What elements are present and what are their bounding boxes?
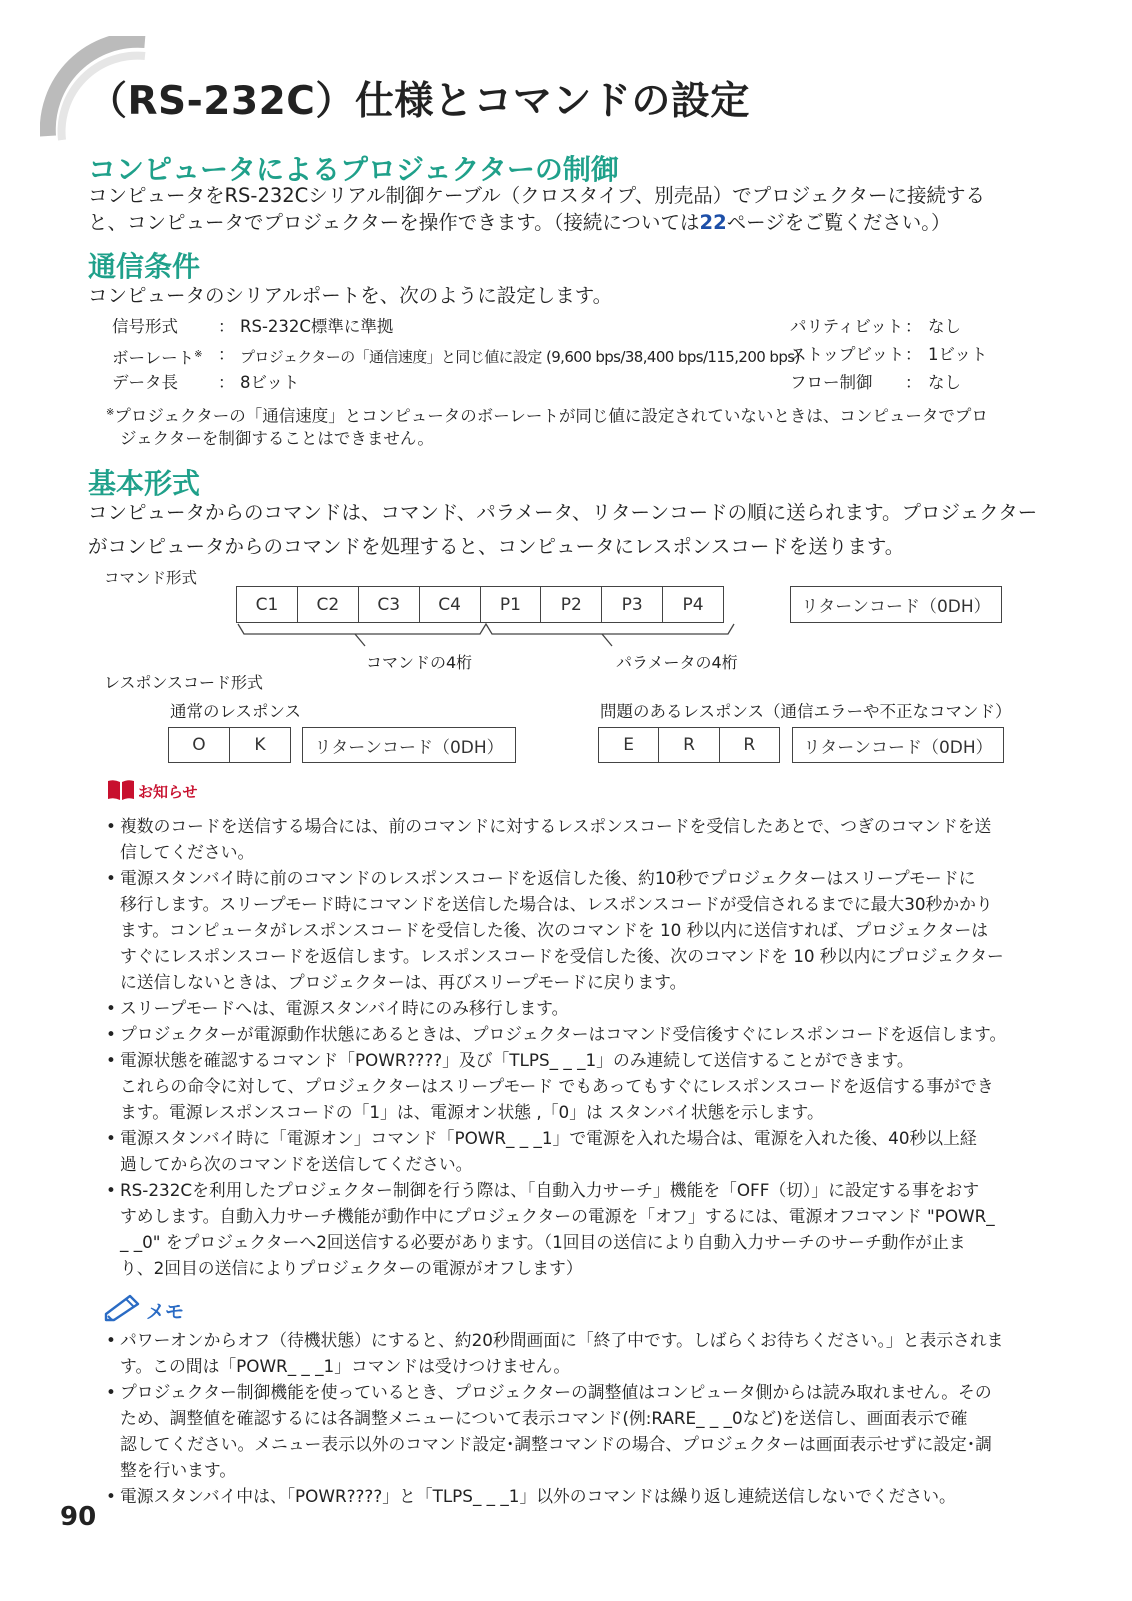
memo-item-line: 整を行います。: [120, 1460, 237, 1480]
notice-item: [106, 1125, 1046, 1177]
memo-list: [106, 1327, 1046, 1509]
param-cell: P2: [541, 587, 602, 622]
memo-item: [106, 1379, 1046, 1483]
pencil-icon: [102, 1292, 146, 1322]
comm-label-baud: ボーレート※: [112, 348, 203, 368]
section1-line1: コンピュータをRS-232Cシリアル制御ケーブル（クロスタイプ、別売品）でプロジェクターに接続する: [88, 184, 985, 207]
comm-value-data: 8ビット: [240, 373, 300, 392]
response-format-label: レスポンスコード形式: [104, 673, 264, 692]
notice-label: お知らせ: [138, 783, 198, 801]
notice-item: [106, 1047, 1046, 1125]
memo-item: [106, 1483, 1046, 1509]
section1-line2: と、コンピュータでプロジェクターを操作できます。（接続については22ページをご覧ください。）: [88, 211, 951, 234]
notice-item-line: • プロジェクターが電源動作状態にあるときは、プロジェクターはコマンド受信後すぐにレスポンコードを返信します。: [120, 1024, 1007, 1044]
notice-item: [106, 995, 1046, 1021]
comm-label-signal: 信号形式: [112, 317, 178, 336]
response-cell: E: [599, 728, 659, 762]
format-line1: コンピュータからのコマンドは、コマンド、パラメータ、リターンコードの順に送られます。プロジェクター: [88, 501, 1038, 524]
notice-item-line: • スリープモードへは、電源スタンバイ時にのみ移行します。: [120, 998, 569, 1018]
section-heading-control: コンピュータによるプロジェクターの制御: [88, 153, 619, 186]
comm-label-stop: ストップビット: [790, 345, 905, 364]
command-cell: C1: [237, 587, 298, 622]
comm-sep: ：: [218, 345, 235, 364]
notice-item: [106, 865, 1046, 995]
notice-item-line: • 複数のコードを送信する場合には、前のコマンドに対するレスポンスコードを受信したあとで、つぎのコマンドを送: [120, 816, 992, 836]
response-cell: O: [169, 728, 230, 762]
notice-item-line: • 電源状態を確認するコマンド「POWR????」及び「TLPS_ _ _1」のみ連続して送信することができます。: [120, 1050, 914, 1070]
command-digits-label: コマンドの4桁: [366, 653, 473, 672]
comm-label-flow: フロー制御: [790, 373, 873, 392]
param-cell: P3: [602, 587, 663, 622]
command-format-box: [236, 586, 724, 623]
comm-note-line1: ※プロジェクターの「通信速度」とコンピュータのボーレートが同じ値に設定されていないときは、コンピュータでプロ: [106, 406, 988, 426]
response-cell: R: [659, 728, 719, 762]
section-heading-format: 基本形式: [88, 467, 201, 500]
notice-item: [106, 1021, 1046, 1047]
memo-item-line: す。この間は「POWR_ _ _1」コマンドは受けつけません。: [120, 1356, 571, 1376]
normal-return-code-box: [302, 727, 516, 763]
comm-value-baud: プロジェクターの「通信速度」と同じ値に設定 (9,600 bps/38,400 bps/115,200 bps): [240, 348, 800, 366]
comm-value-signal: RS-232C標準に準拠: [240, 317, 394, 336]
notice-item-line: ます。電源レスポンスコードの「1」は、電源オン状態 ,「0」は スタンバイ状態を示します。: [120, 1102, 824, 1122]
memo-item-line: • パワーオンからオフ（待機状態）にすると、約20秒間画面に「終了中です。しばらくお待ちください。」と表示されま: [120, 1330, 1004, 1350]
command-cell: C2: [298, 587, 359, 622]
notice-item-line: すぐにレスポンスコードを返信します。レスポンスコードを受信した後、次のコマンドを 10 秒以内にプロジェクター: [120, 946, 1004, 966]
notice-item-line: これらの命令に対して、プロジェクターはスリープモード でもあってもすぐにレスポンスコードを返信する事ができ: [120, 1076, 994, 1096]
command-format-label: コマンド形式: [104, 569, 198, 587]
comm-sep: ：: [905, 345, 922, 364]
param-digits-label: パラメータの4桁: [616, 653, 738, 672]
format-line2: がコンピュータからのコマンドを処理すると、コンピュータにレスポンスコードを送ります。: [88, 535, 905, 558]
error-return-code-box: [792, 727, 1004, 763]
error-response-label: 問題のあるレスポンス（通信エラーや不正なコマンド）: [600, 702, 1012, 721]
notice-item: [106, 1177, 1046, 1281]
param-cell: P4: [682, 594, 704, 615]
book-icon: [106, 778, 136, 802]
notice-item-line: り、2回目の送信によりプロジェクターの電源がオフします）: [120, 1258, 583, 1278]
comm-label-parity: パリティビット: [790, 317, 904, 336]
memo-item-line: 認してください。メニュー表示以外のコマンド設定･調整コマンドの場合、プロジェクターは画面表示せずに設定･調: [120, 1434, 992, 1454]
comm-sep: ：: [905, 317, 922, 336]
comm-value-stop: 1ビット: [928, 345, 988, 364]
command-cell: C3: [359, 587, 420, 622]
notice-item-line: • 電源スタンバイ時に「電源オン」コマンド「POWR_ _ _1」で電源を入れた場合は、電源を入れた後、40秒以上経: [120, 1128, 977, 1148]
memo-label: メモ: [146, 1301, 185, 1323]
normal-response-label: 通常のレスポンス: [170, 702, 302, 721]
return-code-cell: リターンコード（0DH）: [803, 737, 993, 758]
return-code-cell: リターンコード（0DH）: [314, 737, 504, 758]
notice-item-line: 信してください。: [120, 842, 255, 862]
section-heading-comm: 通信条件: [88, 250, 201, 283]
notice-item-line: • 電源スタンバイ時に前のコマンドのレスポンスコードを返信した後、約10秒でプロジェクターはスリープモードに: [120, 868, 976, 888]
comm-value-flow: なし: [928, 373, 961, 392]
notice-item-line: _ _0" をプロジェクターへ2回送信する必要があります。（1回目の送信により自動入力サーチのサーチ動作が止ま: [120, 1232, 966, 1252]
memo-item-line: • プロジェクター制御機能を使っているとき、プロジェクターの調整値はコンピュータ側からは読み取れません。その: [120, 1382, 992, 1402]
notice-item-line: に送信しないときは、プロジェクターは、再びスリープモードに戻ります。: [120, 972, 687, 992]
notice-item-line: ます。コンピュータがレスポンスコードを受信した後、次のコマンドを 10 秒以内に送信すれば、プロジェクターは: [120, 920, 989, 940]
page-link-22[interactable]: 22: [699, 211, 727, 234]
page-title: （RS-232C）仕様とコマンドの設定: [88, 79, 750, 124]
notice-item-line: 移行します。スリープモード時にコマンドを送信した場合は、レスポンスコードが受信されるまでに最大30秒かかり: [120, 894, 993, 914]
command-return-code-box: [790, 586, 1002, 623]
memo-item: [106, 1327, 1046, 1379]
memo-item-line: ため、調整値を確認するには各調整メニューについて表示コマンド(例:RARE_ _ _0など)を送信し、画面表示で確: [120, 1408, 968, 1428]
comm-label-data: データ長: [112, 373, 178, 392]
comm-note-line2: ジェクターを制御することはできません。: [120, 429, 434, 448]
comm-intro: コンピュータのシリアルポートを、次のように設定します。: [88, 284, 613, 307]
notice-list: [106, 813, 1046, 1281]
digit-brackets: [230, 620, 740, 650]
error-response-box: [598, 727, 780, 763]
notice-item-line: • RS-232Cを利用したプロジェクター制御を行う際は、「自動入力サーチ」機能を「OFF（切）」に設定する事をおす: [120, 1180, 980, 1200]
comm-sep: ：: [218, 317, 235, 336]
return-code-cell: リターンコード（0DH）: [801, 597, 991, 617]
normal-response-box: [168, 727, 291, 763]
notice-item: [106, 813, 1046, 865]
memo-item-line: • 電源スタンバイ中は、「POWR????」と「TLPS_ _ _1」以外のコマンドは繰り返し連続送信しないでください。: [120, 1486, 956, 1506]
param-cell: P1: [481, 587, 542, 622]
comm-sep: ：: [905, 373, 922, 392]
page-number: 90: [60, 1502, 97, 1532]
comm-value-parity: なし: [928, 317, 961, 336]
notice-item-line: すめします。自動入力サーチ機能が動作中にプロジェクターの電源を「オフ」するには、電源オフコマンド "POWR_: [120, 1206, 995, 1226]
response-cell: K: [254, 735, 266, 755]
response-cell: R: [743, 735, 756, 755]
notice-item-line: 過してから次のコマンドを送信してください。: [120, 1154, 473, 1174]
command-cell: C4: [420, 587, 481, 622]
comm-sep: ：: [218, 373, 235, 392]
